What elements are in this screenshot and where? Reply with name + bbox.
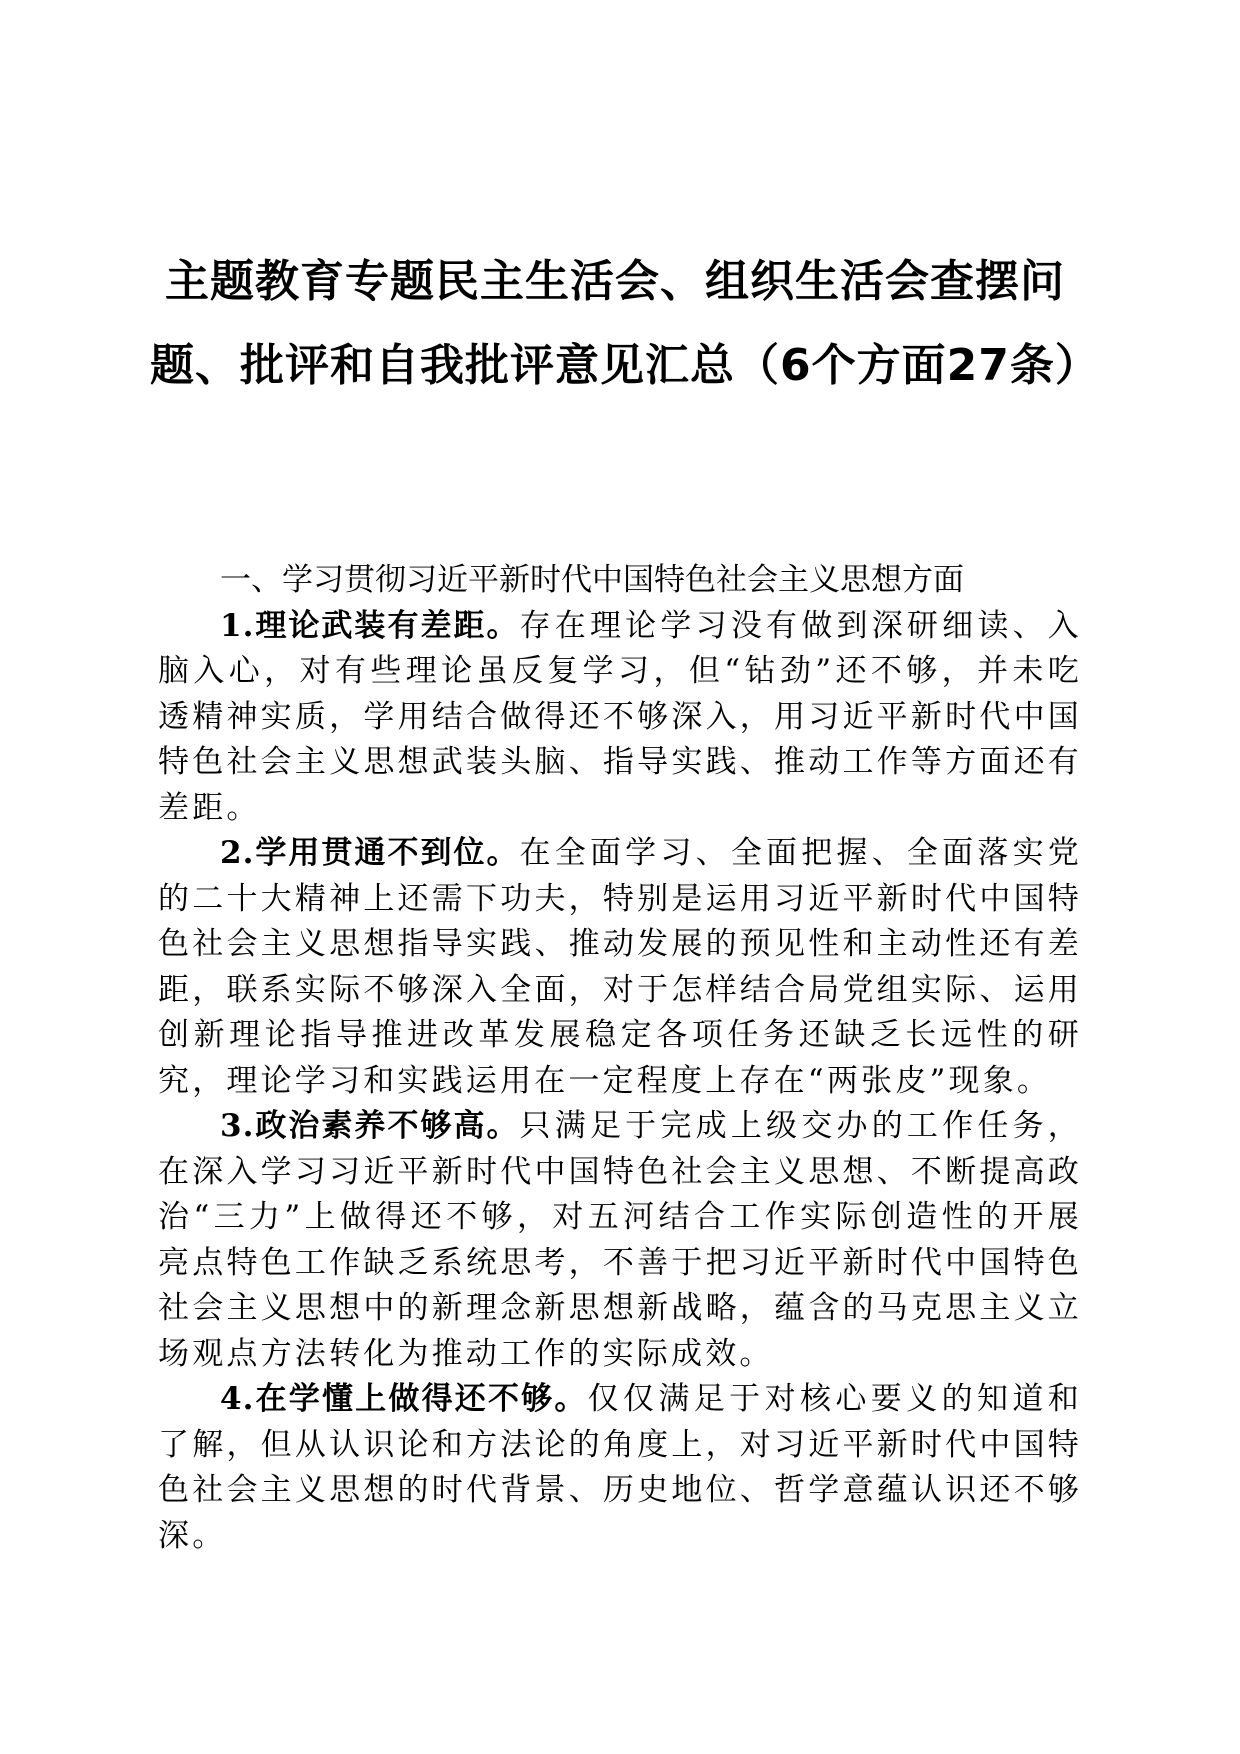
paragraph-text: 存在理论学习没有做到深研细读、入脑入心，对有些理论虽反复学习，但“钻劲”还不够，并未吃透精神实质，学用结合做得还不够深入，用习近平新时代中国特色社会主义思想武装头脑、指导实践、推动工作等方面还有差距。 bbox=[158, 607, 1082, 826]
paragraph-lead: 2.学用贯通不到位。 bbox=[220, 835, 520, 871]
paragraph-lead: 3.政治素养不够高。 bbox=[220, 1108, 520, 1144]
document-title: 主题教育专题民主生活会、组织生活会查摆问题、批评和自我批评意见汇总（6个方面27条） bbox=[150, 256, 1100, 391]
paragraph-4 bbox=[158, 1377, 1082, 1559]
paragraph-text: 在全面学习、全面把握、全面落实党的二十大精神上还需下功夫，特别是运用习近平新时代中国特色社会主义思想指导实践、推动发展的预见性和主动性还有差距，联系实际不够深入全面，对于怎样结合局党组实际、运用创新理论指导推进改革发展稳定各项任务还缺乏长远性的研究，理论学习和实践运用在一定程度上存在“两张皮”现象。 bbox=[158, 835, 1082, 1099]
paragraph-lead: 1.理论武装有差距。 bbox=[220, 607, 520, 644]
paragraph-2 bbox=[158, 831, 1082, 1104]
paragraph-1 bbox=[158, 604, 1082, 832]
paragraph-lead: 4.在学懂上做得还不够。 bbox=[220, 1381, 588, 1417]
paragraph-3 bbox=[158, 1104, 1082, 1377]
document-body bbox=[158, 558, 1082, 1559]
section-heading: 一、学习贯彻习近平新时代中国特色社会主义思想方面 bbox=[220, 562, 964, 598]
paragraph-text: 仅仅满足于对核心要义的知道和了解，但从认识论和方法论的角度上，对习近平新时代中国特色社会主义思想的时代背景、历史地位、哲学意蕴认识还不够深。 bbox=[158, 1381, 1082, 1554]
paragraph-text: 只满足于完成上级交办的工作任务，在深入学习习近平新时代中国特色社会主义思想、不断提高政治“三力”上做得还不够，对五河结合工作实际创造性的开展亮点特色工作缺乏系统思考，不善于把习近平新时代中国特色社会主义思想中的新理念新思想新战略，蕴含的马克思主义立场观点方法转化为推动工作的实际成效。 bbox=[158, 1108, 1082, 1372]
